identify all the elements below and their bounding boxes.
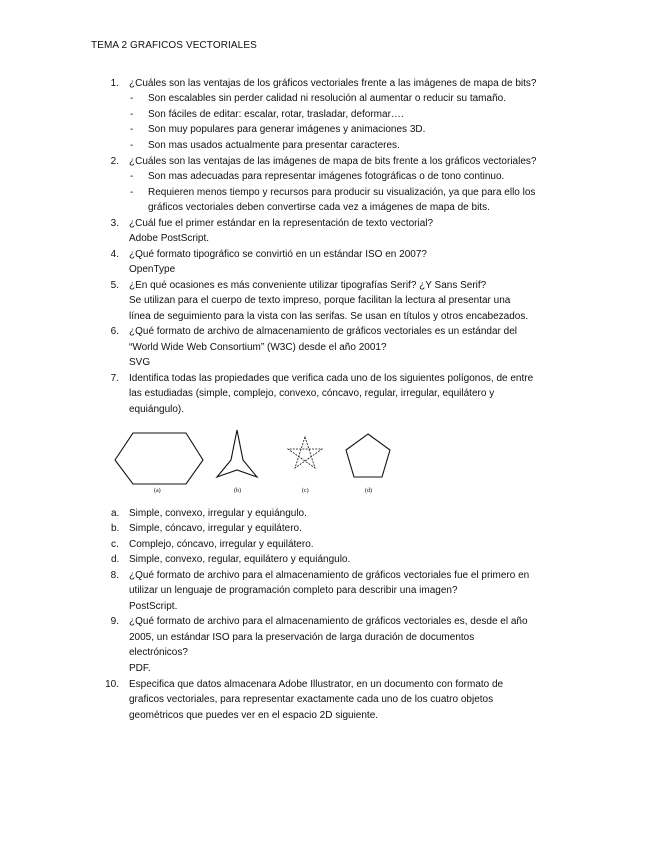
question-text: ¿Qué formato de archivo para el almacenamiento de gráficos vectoriales fue el primero en <box>129 570 530 581</box>
question-number: 5. <box>110 280 119 291</box>
question-text: las estudiadas (simple, complejo, convexo, cóncavo, regular, irregular, equilátero y <box>129 388 495 399</box>
bullet-item-continuation: gráficos vectoriales deben convertirse cada vez a imágenes de mapa de bits. <box>148 202 490 213</box>
question-text: ¿En qué ocasiones es más conveniente utilizar tipografías Serif? ¿Y Sans Serif? <box>129 280 487 291</box>
bullet-item: Son fáciles de editar: escalar, rotar, trasladar, deformar…. <box>148 109 404 120</box>
answer-text: Simple, convexo, irregular y equiángulo. <box>129 508 307 519</box>
question-text: Identifica todas las propiedades que verifica cada uno de los siguientes polígonos, de entre <box>129 373 534 384</box>
answer-text: Simple, cóncavo, irregular y equilátero. <box>129 523 302 534</box>
bullet-item: Son muy populares para generar imágenes y animaciones 3D. <box>148 124 426 135</box>
hexagon-shape <box>115 433 203 484</box>
bullet-dash: - <box>130 109 134 120</box>
question-number: 8. <box>110 570 119 581</box>
polygons-figure <box>109 427 399 499</box>
question-text: geométricos que puedes ver en el espacio 2D siguiente. <box>129 710 379 721</box>
question-text: “World Wide Web Consortium” (W3C) desde el año 2001? <box>129 342 387 353</box>
question-number: 1. <box>110 78 119 89</box>
question-text: Especifica que datos almacenara Adobe Illustrator, en un documento con formato de <box>129 679 504 690</box>
caption-a: (a) <box>154 488 161 494</box>
answer-letter: d. <box>111 554 120 565</box>
question-text: ¿Cuál fue el primer estándar en la representación de texto vectorial? <box>129 218 434 229</box>
question-text: ¿Qué formato de archivo para el almacenamiento de gráficos vectoriales es, desde el año <box>129 616 528 627</box>
answer-letter: a. <box>111 508 120 519</box>
bullet-item: Requieren menos tiempo y recursos para producir su visualización, ya que para ello los <box>148 187 536 198</box>
answer-text: Simple, convexo, regular, equilátero y equiángulo. <box>129 554 351 565</box>
caption-b: (b) <box>234 488 241 494</box>
caption-c: (c) <box>302 488 309 494</box>
answer-letter: c. <box>111 539 119 550</box>
question-number: 7. <box>110 373 119 384</box>
pentagram-shape <box>288 437 322 468</box>
question-text: ¿Cuáles son las ventajas de las imágenes de mapa de bits frente a los gráficos vectoriales? <box>129 156 537 167</box>
question-text: ¿Cuáles son las ventajas de los gráficos vectoriales frente a las imágenes de mapa de bits? <box>129 78 537 89</box>
answer-text: línea de seguimiento para la vista con las serifas. Se usan en títulos y otros encabezados. <box>129 311 529 322</box>
question-text: 2005, un estándar ISO para la preservación de larga duración de documentos <box>129 632 475 643</box>
question-text: electrónicos? <box>129 647 188 658</box>
question-text: ¿Qué formato tipográfico se convirtió en un estándar ISO en 2007? <box>129 249 427 260</box>
question-number: 6. <box>110 326 119 337</box>
bullet-dash: - <box>130 187 134 198</box>
question-text: utilizar un lenguaje de programación completo para describir una imagen? <box>129 585 458 596</box>
answer-text: PostScript. <box>129 601 178 612</box>
bullet-dash: - <box>130 140 134 151</box>
question-text: equiángulo). <box>129 404 185 415</box>
answer-letter: b. <box>111 523 120 534</box>
question-text: ¿Qué formato de archivo de almacenamiento de gráficos vectoriales es un estándar del <box>129 326 517 337</box>
answer-text: PDF. <box>129 663 151 674</box>
pentagon-shape <box>346 434 390 477</box>
bullet-item: Son mas adecuadas para representar imágenes fotográficas o de tono continuo. <box>148 171 505 182</box>
bullet-item: Son escalables sin perder calidad ni resolución al aumentar o reducir su tamaño. <box>148 93 506 104</box>
question-number: 9. <box>110 616 119 627</box>
page-title: TEMA 2 GRAFICOS VECTORIALES <box>91 40 257 51</box>
question-number: 2. <box>110 156 119 167</box>
answer-text: OpenType <box>129 264 176 275</box>
question-text: graficos vectoriales, para representar exactamente cada uno de los cuatro objetos <box>129 694 494 705</box>
answer-text: Adobe PostScript. <box>129 233 210 244</box>
answer-text: Complejo, cóncavo, irregular y equilátero. <box>129 539 314 550</box>
bullet-dash: - <box>130 171 134 182</box>
question-number: 3. <box>110 218 119 229</box>
answer-text: Se utilizan para el cuerpo de texto impreso, porque facilitan la lectura al presentar una <box>129 295 511 306</box>
bullet-item: Son mas usados actualmente para presentar caracteres. <box>148 140 400 151</box>
bullet-dash: - <box>130 124 134 135</box>
caption-d: (d) <box>365 488 372 494</box>
question-number: 10. <box>105 679 119 690</box>
question-number: 4. <box>110 249 119 260</box>
concave-star-shape <box>217 430 257 477</box>
answer-text: SVG <box>129 357 151 368</box>
bullet-dash: - <box>130 93 134 104</box>
